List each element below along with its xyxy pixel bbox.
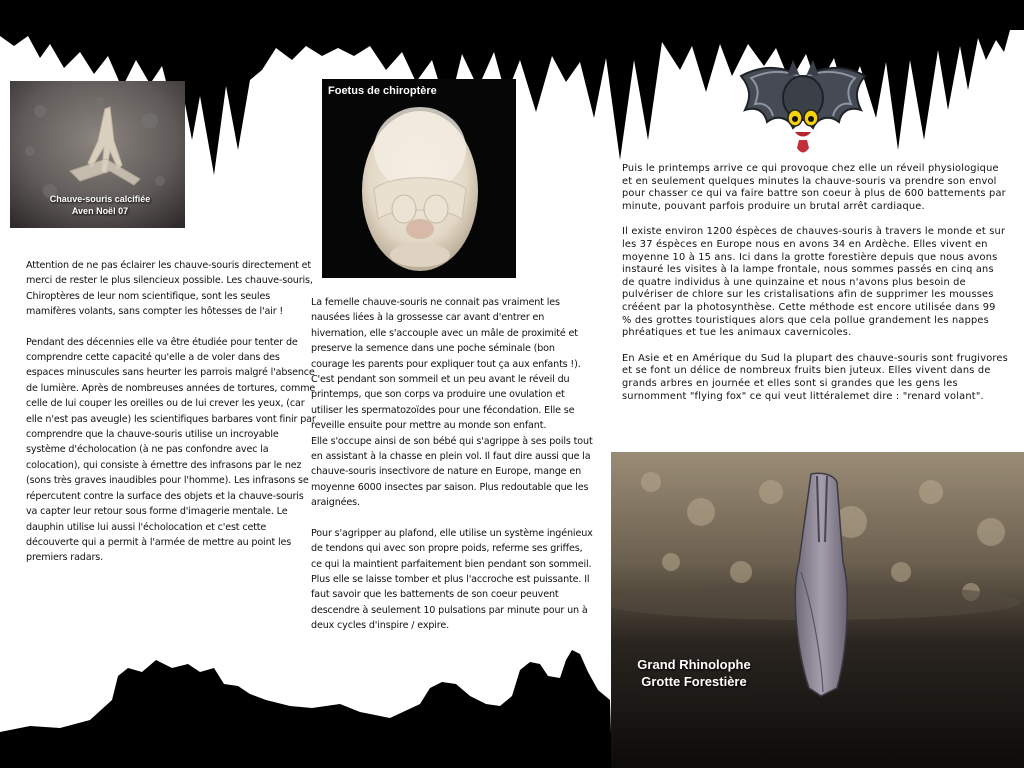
col1-paragraph-2: Pendant des décennies elle va être étudiée pour tenter de comprendre cette capacité qu'elle a de voler dans des espaces minuscules sans heurter les parrois malgré l'absence de lumière. Après de nombreuses années de tortures, comme celle de lui couper les oreilles ou de lui crever les yeux, (car elle n'est pas aveugle) les scientifiques barbares vont finir par comprendre que la chauve-souris utilise un incroyable système d'écholocation (à ne pas confondre avec la colocation), qui consiste à émettre des infrasons par le nez (sons très graves inaudibles pour l'homme). Les infrasons se répercutent contre la surface des objets et la chauve-souris va capter leur retour sous forme d'imagerie mentale. Le dauphin utilise lui aussi l'écholocation et c'est cette découverte qui a permit à l'armée de mettre au point les premiers radars. xyxy=(26,336,316,564)
calcified-bat-caption-line2: Aven Noël 07 xyxy=(71,206,129,216)
stalagmites-silhouette xyxy=(0,650,612,768)
col3-paragraph-3: En Asie et en Amérique du Sud la plupart des chauve-souris sont frugivores et se font un délice de nombreux fruits bien juteux. Elles vivent dans de grands arbres en journée et elles sont si grandes que les gens les surnomment "flying fox" ce qui veut littéralemet dire : "renard volant". xyxy=(622,352,1008,402)
text-column-1 xyxy=(26,258,316,581)
col2-paragraph-3: Pour s'agripper au plafond, elle utilise un système ingénieux de tendons qui avec son propre poids, referme ses griffes, ce qui la maintient parfaitement bien pendant son sommeil. Plus elle se laisse tomber et plus l'accroche est puissante. Il faut savoir que les battements de son coeur peuvent descendre à seulement 10 pulsations par minute pour un à deux cycles d'inspire / expire. xyxy=(311,527,593,632)
calcified-bat-caption xyxy=(20,193,180,217)
text-column-3 xyxy=(622,163,1008,416)
rhinolophe-photo xyxy=(611,452,1024,768)
rhinolophe-caption xyxy=(629,656,759,690)
text-column-2 xyxy=(311,295,594,649)
col2-paragraph-1: La femelle chauve-souris ne connait pas vraiment les nausées liées à la grossesse car avant d'entrer en hivernation, elle s'accouple avec un mâle de proximité et preserve la semence dans une poche séminale (bon courage les parents pour expliquer tout ça aux enfants !). C'est pendant son sommeil et un peu avant le réveil du printemps, que son corps va produire une ovulation et utiliser les spermatozoïdes pour une fécondation. Elle se reveille ensuite pour mettre au monde son enfant. xyxy=(311,297,581,432)
rhinolophe-image xyxy=(611,452,1024,768)
rhinolophe-caption-line1: Grand Rhinolophe xyxy=(637,657,751,672)
fetus-image xyxy=(322,79,516,278)
rhinolophe-caption-line2: Grotte Forestière xyxy=(641,674,747,689)
col2-paragraph-2: Elle s'occupe ainsi de son bébé qui s'agrippe à ses poils tout en assistant à la chasse en plein vol. Il faut dire aussi que la chauve-souris insectivore de nature en Europe, mange en moyenne 6000 insectes par saison. Plus redoutable que les araignées. xyxy=(311,435,593,509)
calcified-bat-caption-line1: Chauve-souris calcifiée xyxy=(49,194,151,204)
fetus-photo xyxy=(322,79,516,278)
cartoon-bat-icon xyxy=(737,58,869,154)
calcified-bat-photo xyxy=(10,81,185,228)
fetus-caption: Foetus de chiroptère xyxy=(328,85,437,97)
col1-paragraph-1: Attention de ne pas éclairer les chauve-souris directement et merci de rester le plus silencieux possible. Les chauve-souris, Chiroptères de leur nom scientifique, sont les seules mamifères volants, sans compter les hôtesses de l'air ! xyxy=(26,260,313,318)
col3-paragraph-2: Il existe environ 1200 éspèces de chauves-souris à travers le monde et sur les 37 éspèces en Europe nous en avons 34 en Ardèche. Elles vivent en moyenne 10 à 15 ans. Ici dans la grotte forestière depuis que nous avons instauré les visites à la lampe frontale, nous sommes passés en cinq ans de quatre individus à une quinzaine et nous n'avons plus besoin de pulvériser de chlore sur les cristalisations afin de supprimer les mousses crééent par la photosynthèse. Cette méthode est encore utilisée dans 99 % des grottes touristiques alors que cela pollue grandement les nappes phréatiques et tue les animaux cavernicoles. xyxy=(622,226,1006,339)
col3-paragraph-1: Puis le printemps arrive ce qui provoque chez elle un réveil physiologique et en seulement quelques minutes la chauve-souris va prendre son envol pour chasser ce qui va faire battre son coeur à plus de 600 battements par minute, pouvant parfois produire un brutal arrêt cardiaque. xyxy=(622,163,1006,212)
